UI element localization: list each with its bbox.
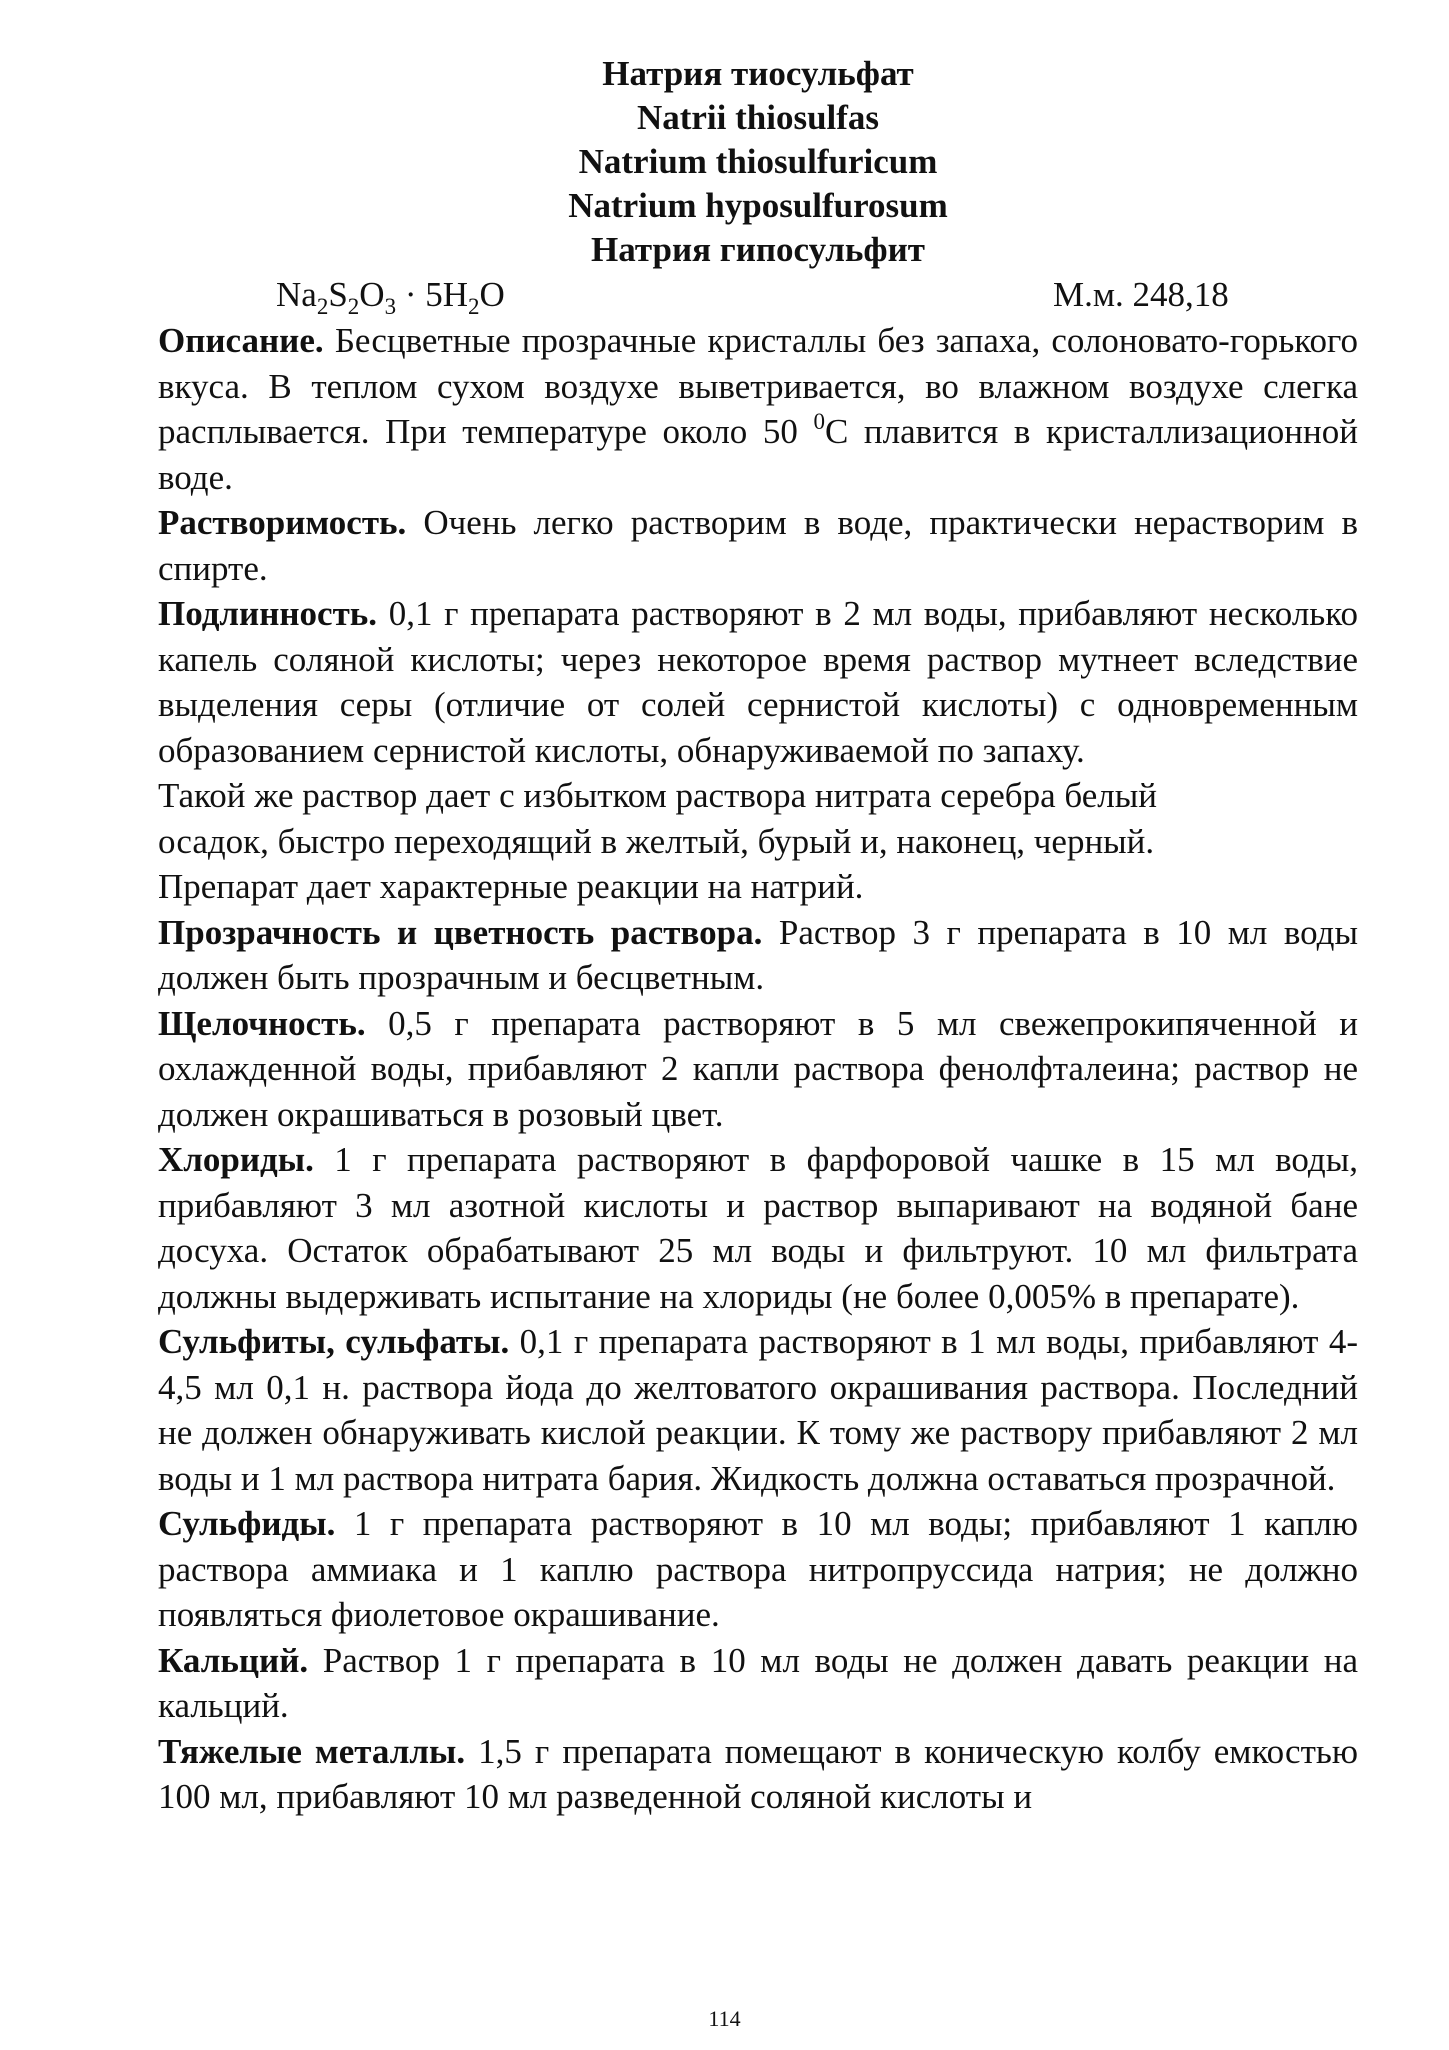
- section-chlorides: [158, 1137, 1358, 1319]
- section-heading: Описание.: [158, 321, 324, 360]
- formula-s: S: [328, 275, 348, 314]
- section-heading: Тяжелые металлы.: [158, 1731, 466, 1771]
- section-text: 1 г препарата растворяют в фарфоровой чашке в 15 мл воды, прибавляют 3 мл азотной кислоты и раствор выпаривают на водяной бане досуха. Остаток обрабатывают 25 мл воды и фильтруют. 10 мл фильтрата должны выдерживать испытание на хлориды (не более 0,005% в препарате).: [158, 1140, 1358, 1316]
- title-russian: Натрия тиосульфат: [602, 54, 914, 93]
- chemical-formula: [276, 272, 505, 318]
- formula-o: O: [359, 275, 385, 314]
- molecular-weight: М.м. 248,18: [1053, 275, 1229, 314]
- monograph-title: [158, 52, 1358, 272]
- section-heading: Щелочность.: [158, 1003, 366, 1043]
- formula-row: [158, 272, 1358, 318]
- section-calcium: [158, 1638, 1358, 1729]
- title-russian-synonym: Натрия гипосульфит: [591, 230, 925, 269]
- identity-silver-line-1: Такой же раствор дает с избытком раствора нитрата серебра белый: [158, 776, 1157, 815]
- section-clarity: [158, 910, 1358, 1001]
- section-description: [158, 318, 1358, 500]
- section-text: Раствор 1 г препарата в 10 мл воды не должен давать реакции на кальций.: [158, 1640, 1358, 1725]
- section-heading: Хлориды.: [158, 1140, 314, 1179]
- section-identity: [158, 591, 1358, 773]
- section-heading: Прозрачность и цветность раствора.: [158, 912, 763, 952]
- section-sulfides: [158, 1501, 1358, 1638]
- identity-sodium-line: Препарат дает характерные реакции на натрий.: [158, 867, 864, 906]
- section-solubility: [158, 500, 1358, 591]
- identity-silver-line-2: осадок, быстро переходящий в желтый, бурый и, наконец, черный.: [158, 821, 1155, 861]
- formula-o-subscript: 3: [384, 294, 397, 319]
- section-heading: Подлинность.: [158, 594, 378, 633]
- formula-na-subscript: 2: [316, 294, 329, 319]
- formula-na: Na: [276, 275, 317, 314]
- title-latin-3: Natrium hyposulfurosum: [568, 186, 948, 225]
- formula-h-subscript: 2: [468, 294, 480, 319]
- formula-hydrate: · 5H: [396, 275, 468, 314]
- section-heavy-metals: [158, 1729, 1358, 1820]
- title-latin-2: Natrium thiosulfuricum: [578, 142, 938, 181]
- section-heading: Сульфиты, сульфаты.: [158, 1322, 510, 1361]
- degree-superscript: 0: [813, 409, 825, 434]
- document-page: [158, 52, 1358, 1820]
- section-text: 0,1 г препарата растворяют в 2 мл воды, прибавляют несколько капель соляной кислоты; через некоторое время раствор мутнеет вследствие выделения серы (отличие от солей сернистой кислоты) с одновременным образованием сернистой кислоты, обнаруживаемой по запаху.: [158, 594, 1358, 770]
- formula-s-subscript: 2: [347, 294, 360, 319]
- section-heading: Сульфиды.: [158, 1504, 336, 1543]
- formula-o2: O: [479, 275, 505, 314]
- section-text: 1 г препарата растворяют в 10 мл воды; прибавляют 1 каплю раствора аммиака и 1 каплю раствора нитропруссида натрия; не должно появляться фиолетовое окрашивание.: [158, 1504, 1358, 1634]
- section-heading: Кальций.: [158, 1640, 309, 1680]
- page-number: 114: [708, 2006, 741, 2031]
- section-text: 1,5 г препарата помещают в коническую колбу емкостью 100 мл, прибавляют 10 мл разведенной соляной кислоты и: [158, 1731, 1358, 1816]
- title-latin-1: Natrii thiosulfas: [636, 98, 880, 137]
- section-text: 0,1 г препарата растворяют в 1 мл воды, прибавляют 4-4,5 мл 0,1 н. раствора йода до желтоватого окрашивания раствора. Последний не должен обнаруживать кислой реакции. К тому же раствору прибавляют 2 мл воды и 1 мл раствора нитрата бария. Жидкость должна оставаться прозрачной.: [158, 1322, 1358, 1498]
- section-text: 0,5 г препарата растворяют в 5 мл свежепрокипяченной и охлажденной воды, прибавляют 2 капли раствора фенолфталеина; раствор не должен окрашиваться в розовый цвет.: [158, 1003, 1358, 1134]
- section-heading: Растворимость.: [158, 503, 407, 542]
- section-sulfites-sulfates: [158, 1319, 1358, 1501]
- section-alkalinity: [158, 1001, 1358, 1138]
- section-text: Раствор 3 г препарата в 10 мл воды должен быть прозрачным и бесцветным.: [158, 912, 1358, 997]
- section-text: Бесцветные прозрачные кристаллы без запаха, солоновато-горького вкуса. В теплом сухом воздухе выветривается, во влажном воздухе слегка расплывается. При температуре около 50: [158, 321, 1358, 451]
- section-text: С плавится в кристаллизационной воде.: [158, 412, 1358, 497]
- section-text: Очень легко растворим в воде, практически нерастворим в спирте.: [158, 503, 1358, 588]
